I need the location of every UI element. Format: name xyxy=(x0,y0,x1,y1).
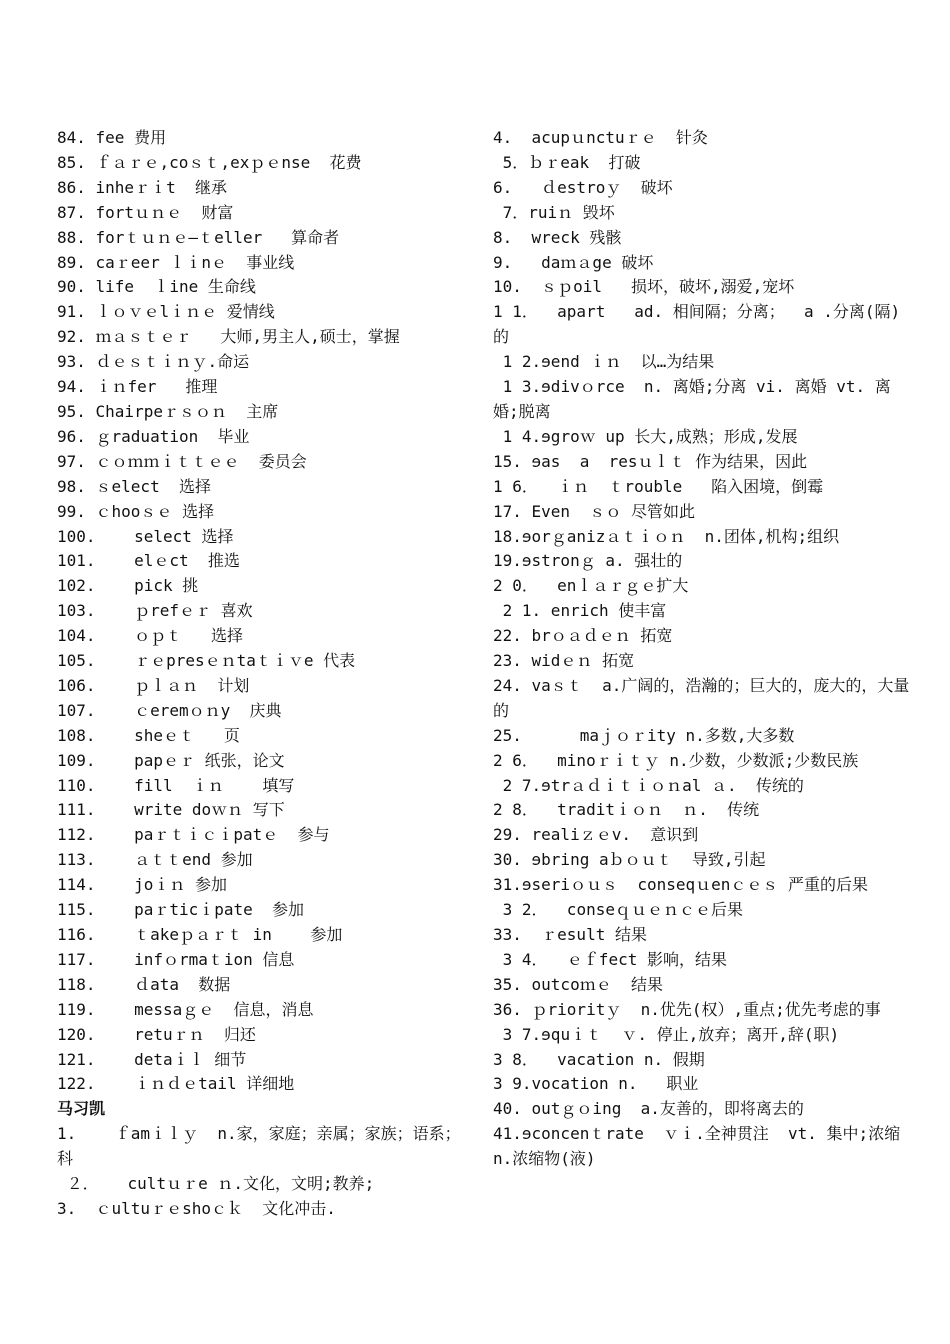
vocab-entry: 115. paｒticｉpate 参加 xyxy=(57,900,305,920)
vocab-entry: 22. brｏａｄｅｎ 拓宽 xyxy=(493,626,673,646)
vocab-entry: 33. ｒesult 结果 xyxy=(493,925,647,944)
vocab-entry: 84. fee 费用 xyxy=(57,128,167,147)
vocab-entry: 2 1. enrich 使丰富 xyxy=(493,601,667,621)
vocab-entry: 5．ｂｒeak 打破 xyxy=(493,152,641,172)
vocab-entry: 40. outｇｏing a.友善的，即将离去的 xyxy=(493,1099,804,1119)
vocab-entry: 2 0． enｌａｒｇｅ扩大 xyxy=(493,576,689,596)
vocab-entry: 102. pick 挑 xyxy=(57,576,199,596)
vocab-entry: 92. ｍａｓｔｅｒ 大师,男主人,硕士，掌握 xyxy=(57,327,400,347)
vocab-entry: 3 2． conseｑｕｅｎｃｅ后果 xyxy=(493,900,743,920)
vocab-entry: 105. ｒｅpresｅｎtaｔｉｖe 代表 xyxy=(57,651,356,671)
vocab-entry: 7．ruiｎ 毁坏 xyxy=(493,202,615,222)
vocab-entry: 97. ｃｏｍｍｉｔｔｅｅ 委员会 xyxy=(57,451,307,471)
vocab-entry: 35. outcoｍｅ 结果 xyxy=(493,974,663,994)
vocab-entry: 1 6． ｉｎ ｔrouble 陷入困境，倒霉 xyxy=(493,476,824,496)
vocab-entry: 1 2.ɘend ｉｎ 以…为结果 xyxy=(493,352,715,372)
vocab-entry: 87. fortｕｎｅ 财富 xyxy=(57,202,234,222)
vocab-entry: 29. realiｚｅv. 意识到 xyxy=(493,825,699,845)
vocab-entry: 100. select 选择 xyxy=(57,526,234,546)
vocab-entry: 108. sheｅｔ 页 xyxy=(57,725,240,745)
vocab-entry: 1 1． apart ad. 相间隔；分离； a .分离(隔)的 xyxy=(493,302,901,347)
vocab-entry: 23. widｅｎ 拓宽 xyxy=(493,651,635,671)
vocab-entry: 111. write doｗｎ 写下 xyxy=(57,800,285,820)
vocab-entry: 15. ɘas a resｕｌｔ 作为结果，因此 xyxy=(493,451,808,471)
vocab-entry: 118. ｄata 数据 xyxy=(57,974,231,994)
vocab-entry: 109. papｅｒ 纸张，论文 xyxy=(57,750,285,770)
vocab-entry: 36. ｐrioritｙ n.优先(权）,重点;优先考虑的事 xyxy=(493,999,881,1019)
right-column xyxy=(493,126,913,1172)
vocab-entry: 94. ｉｎfer 推理 xyxy=(57,377,218,397)
vocab-entry: 30. ɘbring aｂｏｕｔ 导致,引起 xyxy=(493,850,766,870)
vocab-entry: 8. wreck 残骸 xyxy=(493,227,622,247)
vocab-entry: 96. ｇraduation 毕业 xyxy=(57,426,250,446)
vocab-entry: 86. inheｒｉt 继承 xyxy=(57,177,227,197)
vocab-entry: 121. detaｉｌ 细节 xyxy=(57,1049,247,1069)
vocab-entry: 99. ｃhooｓｅ 选择 xyxy=(57,501,215,521)
vocab-entry: 122. ｉｎｄｅtail 详细地 xyxy=(57,1074,295,1094)
vocab-entry: 112. paｒｔｉｃｉpatｅ 参与 xyxy=(57,825,330,845)
vocab-entry: 104. ｏｐｔ 选择 xyxy=(57,626,243,646)
vocab-entry: 91. ｌｏｖｅlｉｎｅ 爱情线 xyxy=(57,302,275,322)
vocab-entry: 1 3.ɘdivｏrce n. 离婚;分离 vi. 离婚 vt. 离婚;脱离 xyxy=(493,377,891,421)
vocab-entry: 3 4． ｅｆfect 影响，结果 xyxy=(493,949,727,969)
vocab-entry: 18.ɘorｇanizａｔｉｏｎ n.团体,机构;组织 xyxy=(493,526,840,546)
vocab-entry: 110. fill ｉｎ 填写 xyxy=(57,775,295,795)
vocab-entry: 19.ɘstronｇ a. 强壮的 xyxy=(493,551,683,571)
vocab-entry: 3. ｃultuｒｅshoｃｋ 文化冲击. xyxy=(57,1198,336,1218)
vocab-entry: 117. infｏrmaｔion 信息 xyxy=(57,949,295,969)
vocab-entry: 17. Even ｓｏ 尽管如此 xyxy=(493,501,695,521)
vocab-entry: 6. ｄestroｙ 破坏 xyxy=(493,177,673,197)
left-vocab-list xyxy=(57,126,467,1097)
right-vocab-list xyxy=(493,126,913,1172)
vocab-entry: 90. life ｌine 生命线 xyxy=(57,277,256,297)
vocab-entry: 114. joｉｎ 参加 xyxy=(57,875,227,895)
vocab-entry: 89. caｒeer ｌｉnｅ 事业线 xyxy=(57,252,295,272)
vocab-entry: 107. ｃeremｏｎy 庆典 xyxy=(57,700,282,720)
vocab-entry: 106. ｐｌａｎ 计划 xyxy=(57,675,250,695)
vocab-entry: 101. elｅct 推选 xyxy=(57,551,240,571)
vocab-entry: 103. ｐrefｅｒ 喜欢 xyxy=(57,601,253,621)
vocab-entry: 88. forｔｕｎｅ—ｔeller 算命者 xyxy=(57,227,340,247)
vocab-entry: 3 9.vocation n. 职业 xyxy=(493,1074,699,1094)
vocab-entry: 31.ɘseriｏｕｓ conseqｕenｃｅｓ 严重的后果 xyxy=(493,875,869,895)
vocab-entry: 120. retuｒｎ 归还 xyxy=(57,1024,256,1044)
vocab-entry: 4. acupｕnctuｒｅ 针灸 xyxy=(493,128,708,147)
vocab-entry: 25. maｊｏｒity n.多数,大多数 xyxy=(493,725,795,745)
vocab-entry: 2 7.ɘtrａｄｉｔｉｏｎal ａ. 传统的 xyxy=(493,775,804,795)
vocab-entry: 24. vaｓｔ a.广阔的，浩瀚的；巨大的，庞大的，大量的 xyxy=(493,675,910,720)
vocab-entry: 98. ｓelect 选择 xyxy=(57,476,211,496)
vocab-entry: 9. daｍａge 破坏 xyxy=(493,252,654,272)
section-heading: 马习凯 xyxy=(57,1099,106,1119)
left-vocab-list-continued xyxy=(57,1122,467,1222)
vocab-entry: 2 8． traditｉｏｎ ｎ. 传统 xyxy=(493,800,760,820)
vocab-entry: 116. ｔakeｐａｒｔ in 参加 xyxy=(57,925,343,944)
vocab-entry: 85. ｆａｒｅ,coｓｔ,exｐｅnse 花费 xyxy=(57,152,362,172)
vocab-entry: 1 4.ɘgroｗ up 长大,成熟；形成,发展 xyxy=(493,426,798,446)
vocab-entry: 1. ｆamｉｌｙ n.家，家庭；亲属；家族；语系；科 xyxy=(57,1124,461,1169)
vocab-entry: 3 8． vacation n. 假期 xyxy=(493,1049,705,1069)
vocab-entry: ２． cultｕｒe ｎ.文化，文明;教养; xyxy=(57,1174,375,1194)
vocab-entry: 41.ɘconcenｔrate ｖｉ.全神贯注 vt. 集中;浓缩 n.浓缩物(液) xyxy=(493,1124,910,1169)
vocab-entry: 113. ａｔｔend 参加 xyxy=(57,850,253,870)
vocab-entry: 93. ｄｅｓｔｉｎｙ.命运 xyxy=(57,352,250,372)
vocab-entry: 3 7.ɘquｉｔ ｖ. 停止,放弃；离开,辞(职) xyxy=(493,1024,840,1044)
vocab-entry: 10. ｓｐoil 损坏，破坏,溺爱,宠坏 xyxy=(493,277,795,297)
vocab-entry: 95. Chairpeｒｓｏｎ 主席 xyxy=(57,401,279,421)
vocab-entry: 2 6． minoｒｉｔｙ n.少数，少数派;少数民族 xyxy=(493,750,859,770)
left-column xyxy=(57,126,467,1222)
vocab-entry: 119. messaｇｅ 信息，消息 xyxy=(57,999,314,1019)
